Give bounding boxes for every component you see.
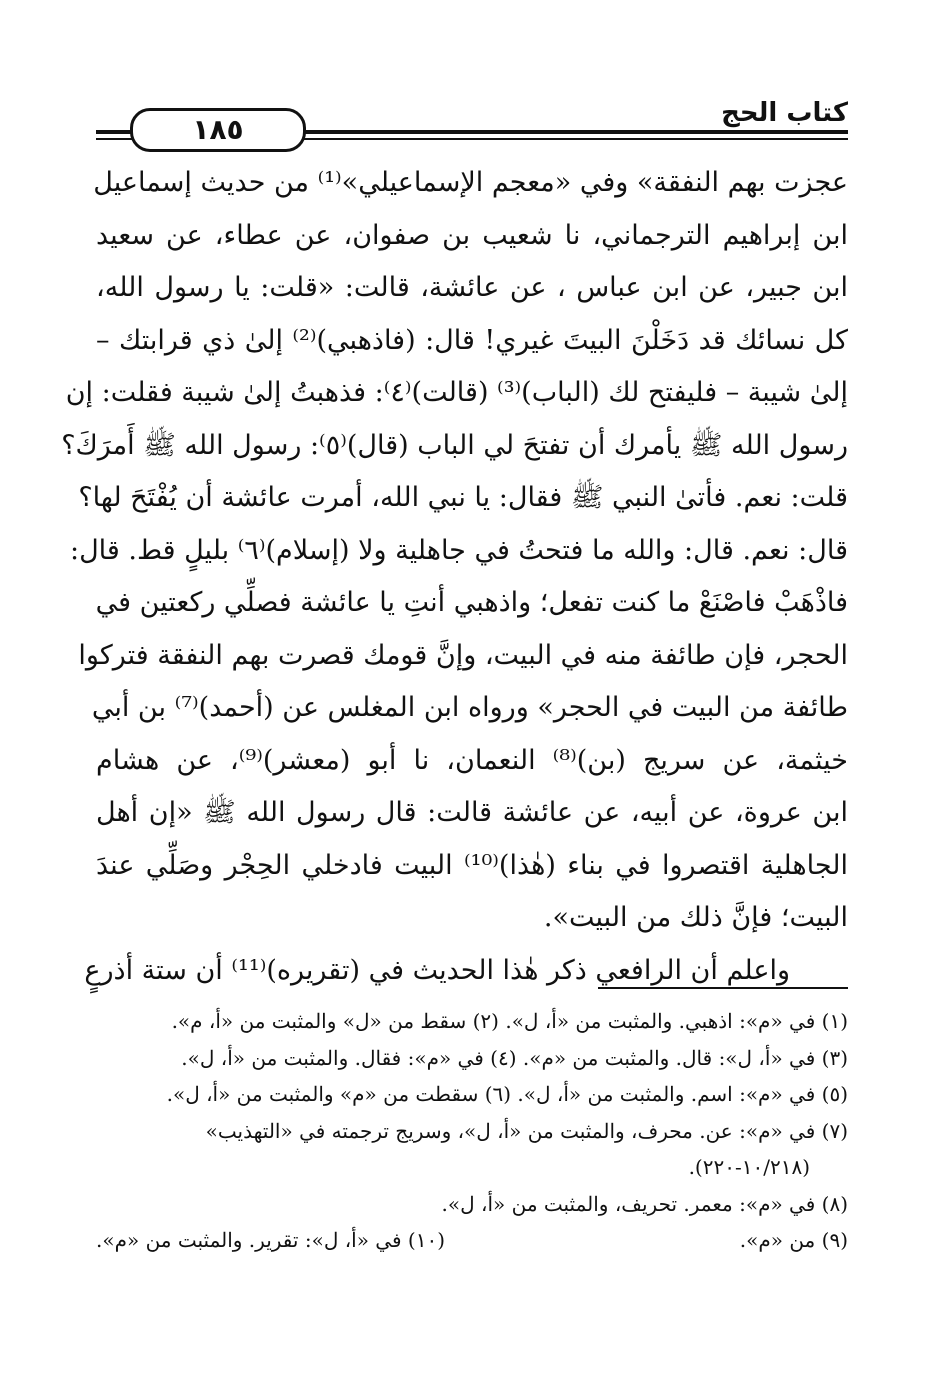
footnote-separator	[598, 987, 848, 989]
paragraph-start-line: واعلم أن الرافعي ذكر هٰذا الحديث في (تقريره)⁽¹¹⁾ أن ستة أذرعٍ	[84, 954, 790, 986]
footnote-row	[96, 1222, 848, 1259]
main-text	[61, 157, 848, 997]
footnote-line: (٧) في «م»: عن. محرف، والمثبت من «أ، ل»، وسريج ترجمته في «التهذيب»	[205, 1118, 848, 1143]
footnote-10: (١٠) في «أ، ل»: تقرير. والمثبت من «م».	[96, 1228, 445, 1252]
text-line: ابن عروة، عن أبيه، عن عائشة قالت: قال رسول الله ﷺ «إن أهل	[96, 797, 848, 828]
footnote-line: (١) في «م»: اذهبي. والمثبت من «أ، ل». (٢) سقط من «ل» والمثبت من «أ، م».	[171, 1009, 848, 1033]
text-line: قلت: نعم. فأتىٰ النبي ﷺ فقال: يا نبي الله، أمرت عائشة أن يُفْتَحَ لها؟	[78, 482, 848, 513]
text-line: الحجر، فإن طائفة منه في البيت، وإنَّ قومك قصرت بهم النفقة فتركوا	[78, 639, 848, 671]
page-number: ١٨٥	[130, 108, 306, 152]
footnote-line: (٨) في «م»: معمر. تحريف، والمثبت من «أ، ل».	[441, 1191, 848, 1216]
text-line: كل نسائك قد دَخَلْنَ البيتَ غيري! قال: (فاذهبي)⁽²⁾ إلىٰ ذي قرابتك –	[96, 324, 848, 356]
text-line: ابن إبراهيم الترجماني، نا شعيب بن صفوان، عن عطاء، عن سعيد	[96, 219, 848, 251]
footnotes	[96, 1003, 848, 1259]
footnote-9: (٩) من «م».	[739, 1228, 848, 1252]
text-line: فاذْهَبْ فاصْنَعْ ما كنت تفعل؛ واذهبي أنتِ يا عائشة فصلِّي ركعتين في	[95, 587, 848, 618]
footnote-line: (٣) في «أ، ل»: قال. والمثبت من «م». (٤) في «م»: فقال. والمثبت من «أ، ل».	[181, 1045, 848, 1070]
text-line: البيت؛ فإنَّ ذلك من البيت».	[543, 902, 848, 933]
text-line: طائفة من البيت في الحجر» ورواه ابن المغلس عن (أحمد)⁽⁷⁾ بن أبي	[91, 692, 848, 723]
text-line: ابن جبير، عن ابن عباس ، عن عائشة، قالت: «قلت: يا رسول الله،	[96, 272, 848, 303]
text-line: إلىٰ شيبة – فليفتح لك (الباب)⁽³⁾ (قالت)⁽٤⁾: فذهبتُ إلىٰ شيبة فقلت: إن	[65, 377, 848, 408]
chapter-title: كتاب الحج	[721, 98, 848, 128]
text-line: عجزت بهم النفقة» وفي «معجم الإسماعيلي»⁽¹⁾ من حديث إسماعيل	[93, 167, 848, 198]
running-header	[96, 90, 848, 150]
text-line: الجاهلية اقتصروا في بناء (هٰذا)⁽¹⁰⁾ البيت فادخلي الحِجْر وصَلِّي عندَ	[96, 849, 848, 881]
text-line: خيثمة، عن سريج (بن)⁽⁸⁾ النعمان، نا أبو (معشر)⁽⁹⁾، عن هشام	[96, 744, 848, 776]
text-line: رسول الله ﷺ يأمرك أن تفتحَ لي الباب (قال)⁽٥⁾: رسول الله ﷺ أَمرَكَ؟	[61, 429, 848, 461]
footnote-continuation: (١٠/٢١٨-٢٢٠).	[688, 1155, 810, 1179]
footnote-line: (٥) في «م»: اسم. والمثبت من «أ، ل». (٦) سقطت من «م» والمثبت من «أ، ل».	[166, 1082, 848, 1106]
text-line: قال: نعم. قال: والله ما فتحتُ في جاهلية ولا (إسلام)⁽٦⁾ بليلٍ قط. قال:	[69, 534, 848, 566]
